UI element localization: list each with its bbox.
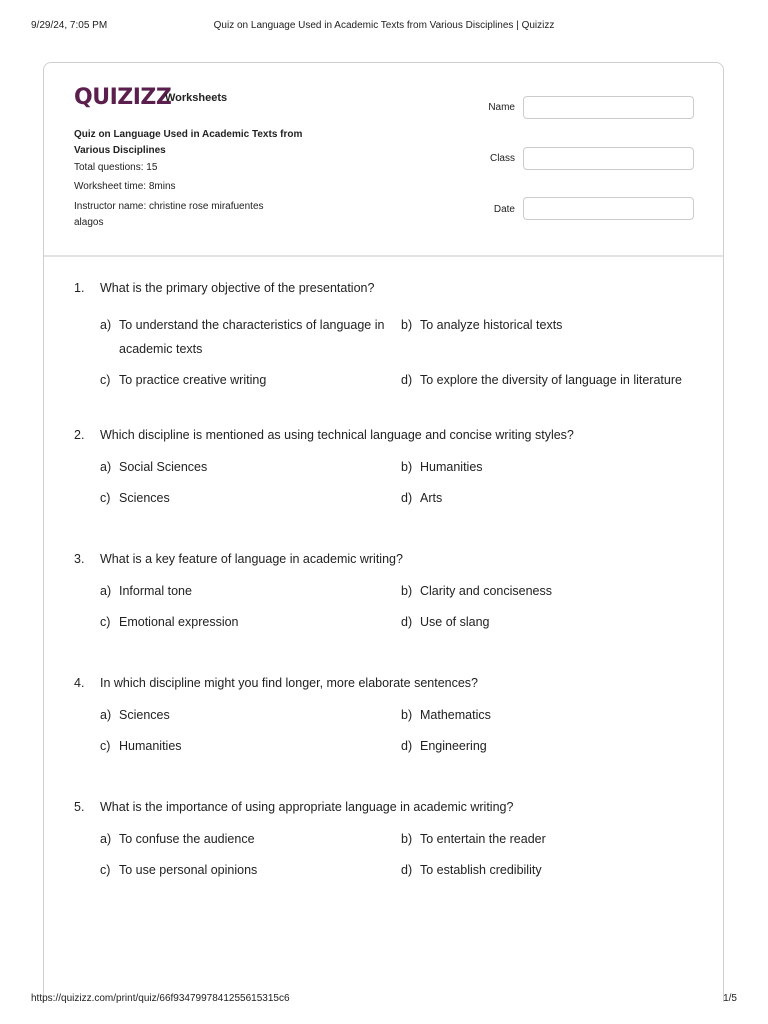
question-number: 3. [74, 552, 85, 566]
option-text: Use of slang [420, 615, 490, 629]
class-label: Class [489, 153, 515, 164]
option-text: To confuse the audience [119, 832, 255, 846]
option-text: Arts [420, 491, 443, 505]
question-number: 1. [74, 281, 85, 295]
option-letter: a) [100, 708, 112, 722]
question-text: What is the primary objective of the presentation? [100, 281, 375, 295]
option-text: Emotional expression [119, 615, 239, 629]
question-text: What is the importance of using appropriate language in academic writing? [100, 800, 514, 814]
print-footer [0, 993, 768, 1007]
option-letter: c) [100, 491, 111, 505]
option-letter: a) [100, 832, 112, 846]
option-text: Humanities [119, 739, 182, 753]
option-text: Mathematics [420, 708, 491, 722]
option-letter: b) [401, 832, 413, 846]
option-text: To understand the characteristics of language in academic texts [119, 318, 385, 356]
worksheet-time: Worksheet time: 8mins [74, 181, 176, 192]
option-text: Sciences [119, 491, 170, 505]
class-field[interactable] [523, 147, 694, 170]
option-letter: c) [100, 615, 111, 629]
option-text: Engineering [420, 739, 487, 753]
date-label: Date [493, 204, 515, 215]
option-letter: d) [401, 491, 413, 505]
option-text: To practice creative writing [119, 373, 267, 387]
question-number: 5. [74, 800, 85, 814]
option-letter: d) [401, 373, 413, 387]
option-letter: d) [401, 863, 413, 877]
worksheet-title: Quiz on Language Used in Academic Texts from Various Disciplines [74, 129, 303, 156]
question-number: 2. [74, 428, 85, 442]
option-text: To use personal opinions [119, 863, 258, 877]
option-text: Humanities [420, 460, 483, 474]
option-letter: b) [401, 708, 413, 722]
option-letter: a) [100, 584, 112, 598]
total-questions: Total questions: 15 [74, 162, 158, 173]
option-text: To entertain the reader [420, 832, 546, 846]
print-url: https://quizizz.com/print/quiz/66f9347997841255615315c6 [31, 993, 290, 1004]
option-letter: d) [401, 615, 413, 629]
option-letter: b) [401, 318, 413, 332]
option-text: To explore the diversity of language in literature [420, 373, 682, 387]
option-letter: b) [401, 460, 413, 474]
worksheet-header [44, 63, 723, 257]
instructor-name: Instructor name: christine rose mirafuentes alagos [74, 201, 264, 228]
print-datetime: 9/29/24, 7:05 PM [31, 20, 108, 31]
option-letter: b) [401, 584, 413, 598]
print-header [0, 20, 768, 34]
option-letter: a) [100, 460, 112, 474]
worksheets-label: Worksheets [165, 92, 228, 104]
option-letter: c) [100, 863, 111, 877]
option-text: Sciences [119, 708, 170, 722]
option-text: Social Sciences [119, 460, 208, 474]
worksheet-card [43, 62, 724, 1002]
date-field[interactable] [523, 197, 694, 220]
option-letter: c) [100, 373, 111, 387]
quizizz-logo: QUIZIZZ [74, 85, 172, 110]
question-text: Which discipline is mentioned as using technical language and concise writing styles? [100, 428, 574, 442]
name-label: Name [488, 102, 515, 113]
question-number: 4. [74, 676, 85, 690]
page-number: 1/5 [723, 993, 737, 1004]
print-page-title: Quiz on Language Used in Academic Texts from Various Disciplines | Quizizz [213, 20, 555, 31]
name-field[interactable] [523, 96, 694, 119]
question-text: What is a key feature of language in academic writing? [100, 552, 403, 566]
option-text: To analyze historical texts [420, 318, 563, 332]
option-letter: a) [100, 318, 112, 332]
option-text: To establish credibility [420, 863, 542, 877]
option-letter: d) [401, 739, 413, 753]
option-text: Clarity and conciseness [420, 584, 553, 598]
option-text: Informal tone [119, 584, 192, 598]
option-letter: c) [100, 739, 111, 753]
question-text: In which discipline might you find longer, more elaborate sentences? [100, 676, 478, 690]
